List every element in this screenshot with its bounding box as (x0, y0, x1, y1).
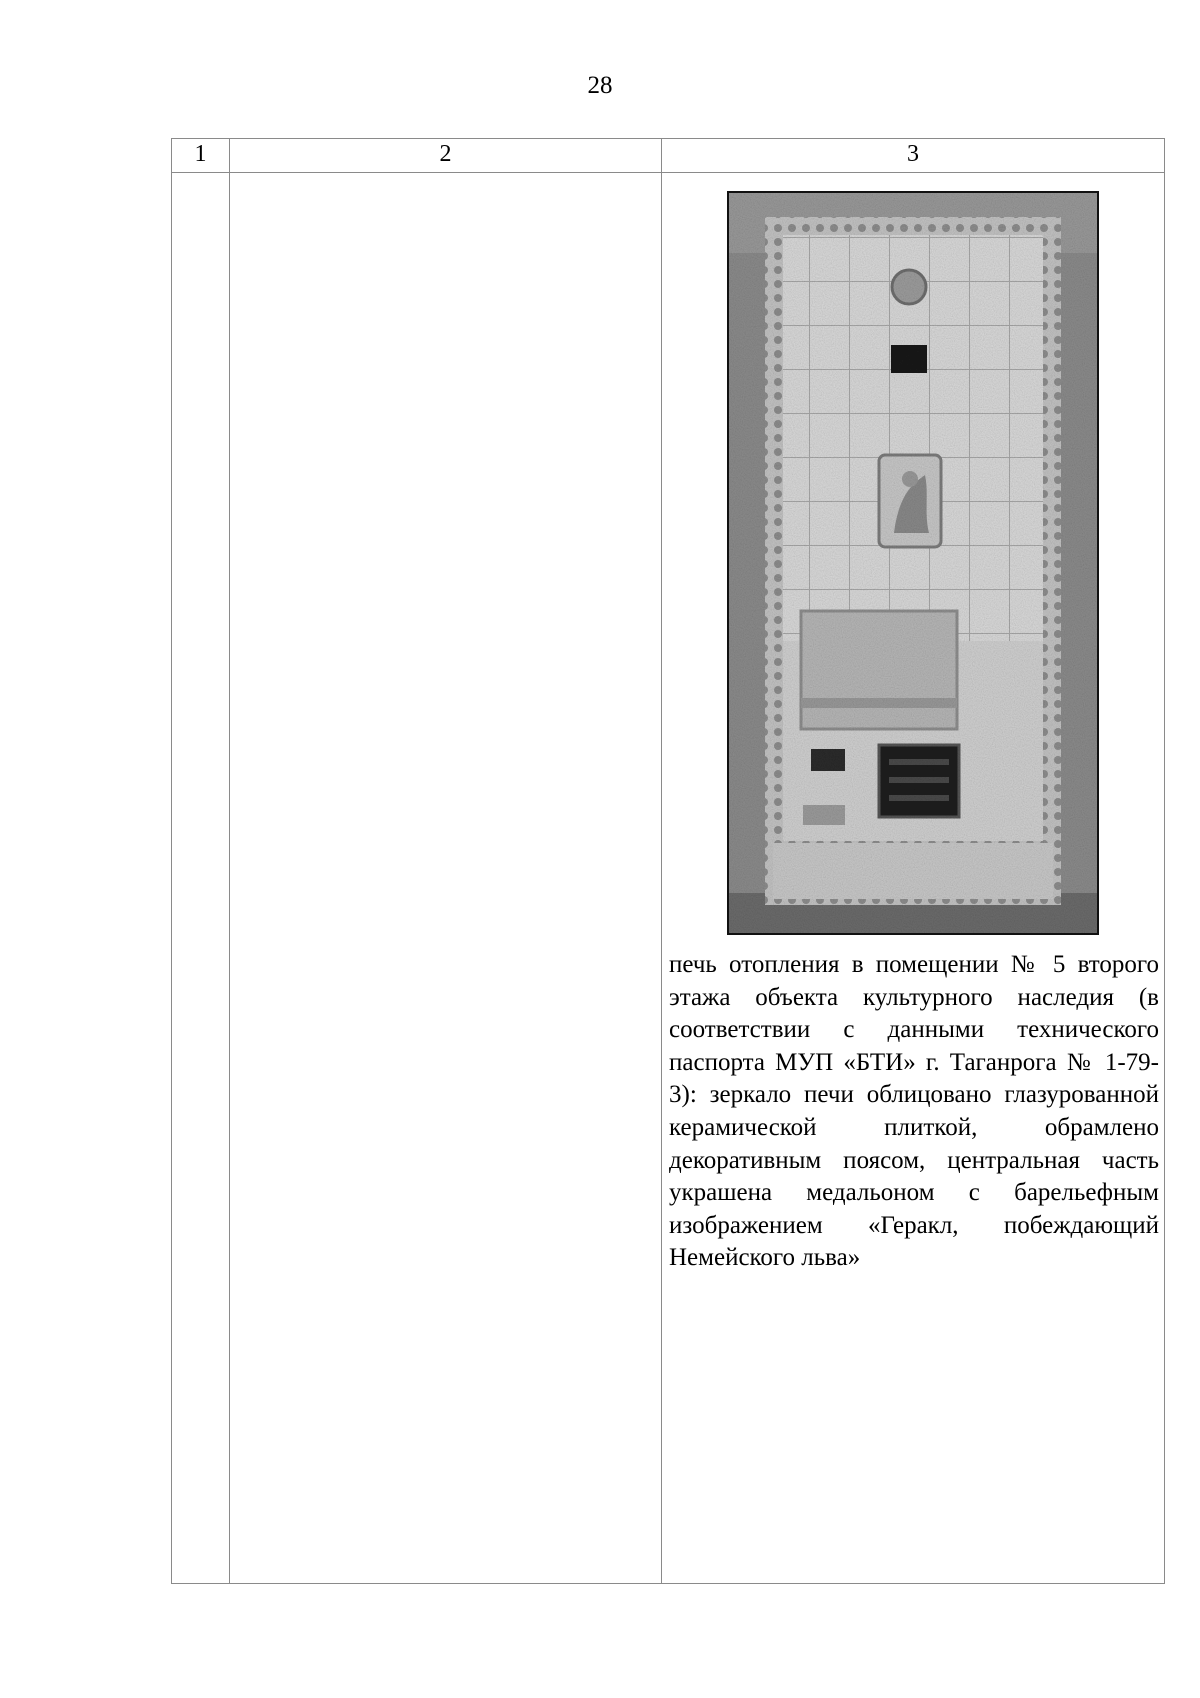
stove-photo-image (729, 193, 1097, 933)
table-row (172, 173, 1165, 1584)
cell-col-2 (230, 173, 662, 1584)
cell-col-1 (172, 173, 230, 1584)
page-number: 28 (587, 72, 613, 99)
table-header-row (172, 139, 1165, 173)
column-header-1: 1 (172, 139, 230, 173)
column-header-2: 2 (230, 139, 662, 173)
document-table (171, 138, 1165, 1584)
column-header-3: 3 (662, 139, 1165, 173)
stove-photo (727, 191, 1099, 935)
cell-col-3 (662, 173, 1165, 1584)
stove-description: печь отопления в помещении № 5 второго этажа объекта культурного наследия (в соответствии с данными технического паспорта МУП «БТИ» г. Таганрога № 1-79-3): зеркало печи облицовано глазурованной керамической плиткой, обрамлено декоративным поясом, центральная часть украшена медальоном с барельефным изображением «Геракл, побеждающий Немейского льва» (669, 951, 1159, 1272)
